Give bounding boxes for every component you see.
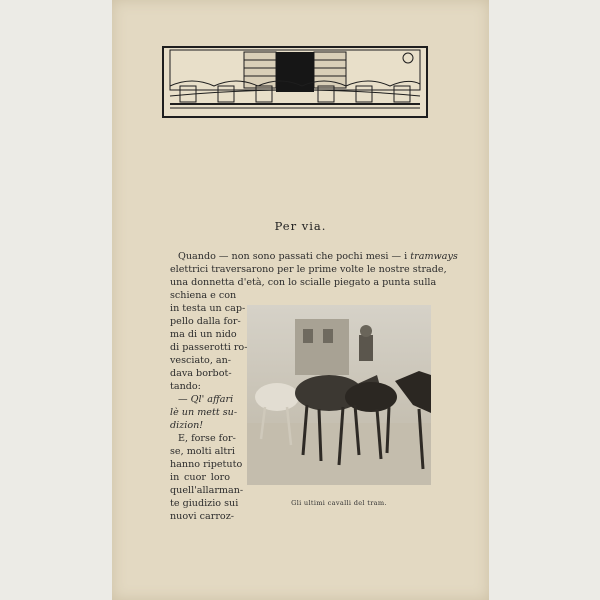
text-line [170,393,234,406]
text-line: di passerotti ro- [170,342,248,353]
text-line: te giudizio sui [170,498,239,509]
text-line: E, forse for- [178,433,236,444]
text-line: elettrici traversarono per le prime volte le nostre strade, [170,264,447,275]
text-line: vesciato, an- [170,355,232,366]
text-line: se, molti altri [170,446,235,457]
horses-photograph [247,305,431,485]
text-line: ma di un nido [170,329,237,340]
text-line: in cuor loro [170,472,230,483]
text-line [170,406,238,419]
text-line: una donnetta d'età, con lo scialle piegato a punta sulla [170,277,437,288]
quoted-dialect: dizion! [170,420,204,431]
chapter-title: Per via. [274,219,327,233]
photo-caption: Gli ultimi cavalli del tram. [291,499,387,507]
text-line: quell'allarman- [170,485,244,496]
text-line [170,419,230,432]
quoted-dialect: lè un mett su- [170,407,238,418]
book-page [112,0,489,600]
text-line: hanno ripetuto [170,459,243,470]
text-line: tando: [170,381,201,392]
text-line: pello dalla for- [170,316,241,327]
text-line: nuovi carroz- [170,511,235,522]
decorative-headpiece [162,46,428,118]
italic-word: tramways [410,251,458,262]
text-line: schiena e con [170,290,237,301]
quoted-dialect: — Ql' affari [178,394,234,405]
text-line: dava borbot- [170,368,232,379]
text-line: Quando — non sono passati che pochi mesi — i tramways [178,251,458,262]
text-line: in testa un cap- [170,303,246,314]
